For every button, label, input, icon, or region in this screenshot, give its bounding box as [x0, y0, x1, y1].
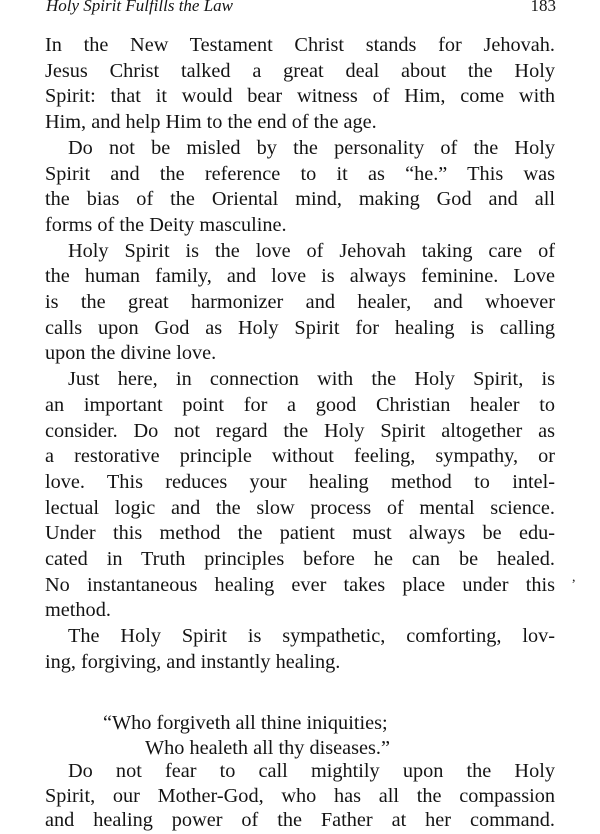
text-line: Spirit and the reference to it as “he.” This was — [45, 162, 555, 185]
text-line: is the great harmonizer and healer, and whoever — [45, 291, 555, 313]
text-line: an important point for a good Christian healer to — [45, 393, 555, 416]
text-line: consider. Do not regard the Holy Spirit altogether as — [45, 419, 555, 442]
text-line: forms of the Deity masculine. — [45, 213, 287, 236]
page-number: 183 — [530, 0, 556, 15]
text-line: upon the divine love. — [45, 342, 217, 365]
text-line: Him, and help Him to the end of the age. — [45, 111, 377, 134]
text-line: lectual logic and the slow process of mental science. — [45, 496, 555, 519]
text-line: method. — [45, 599, 111, 622]
closing-line: and healing power of the Father at her command. — [45, 809, 555, 831]
text-line: ing, forgiving, and instantly healing. — [45, 650, 341, 673]
text-line: love. This reduces your healing method to intel- — [45, 470, 555, 493]
text-line: a restorative principle without feeling, sympathy, or — [45, 445, 555, 468]
stray-mark: , — [572, 570, 576, 585]
text-line: the bias of the Oriental mind, making God and all — [45, 188, 555, 211]
text-line: calls upon God as Holy Spirit for healing is calling — [45, 316, 555, 339]
text-line: No instantaneous healing ever takes place under this — [45, 573, 555, 596]
text-line: Holy Spirit is the love of Jehovah taking care of — [68, 239, 555, 262]
quote-line: Who healeth all thy diseases.” — [145, 737, 390, 759]
text-line: Just here, in connection with the Holy Spirit, is — [68, 368, 555, 391]
text-line: The Holy Spirit is sympathetic, comforting, lov- — [68, 625, 555, 648]
text-line: Under this method the patient must always be edu- — [45, 522, 555, 545]
closing-line: Do not fear to call mightily upon the Holy — [68, 760, 555, 782]
text-line: the human family, and love is always feminine. Love — [45, 265, 555, 288]
text-line: In the New Testament Christ stands for Jehovah. — [45, 34, 555, 56]
closing-line: Spirit, our Mother-God, who has all the compassion — [45, 784, 555, 807]
text-line: Do not be misled by the personality of the Holy — [68, 136, 555, 159]
text-line: Jesus Christ talked a great deal about the Holy — [45, 59, 555, 82]
text-line: cated in Truth principles before he can be healed. — [45, 548, 555, 570]
running-title: Holy Spirit Fulfills the Law — [46, 0, 234, 15]
quote-line: “Who forgiveth all thine iniquities; — [103, 712, 388, 734]
text-line: Spirit: that it would bear witness of Him, come with — [45, 85, 555, 108]
